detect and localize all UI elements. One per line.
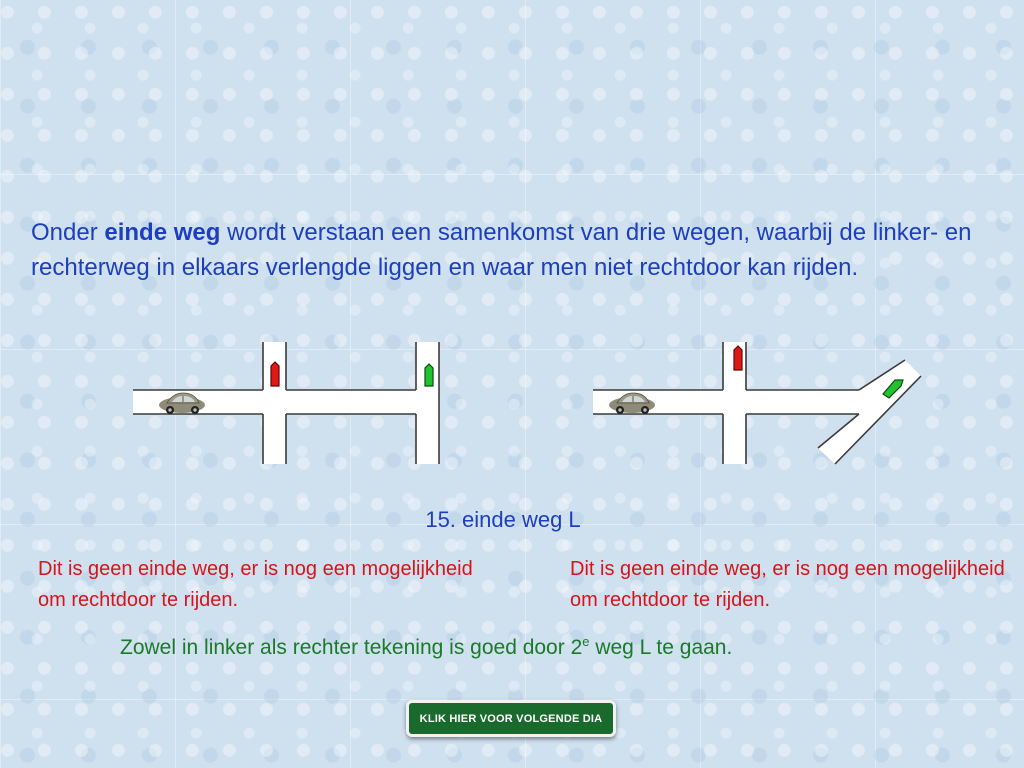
left-road-diagram — [125, 340, 455, 470]
red-arrow-icon — [271, 362, 279, 386]
conclusion-after: weg L te gaan. — [589, 636, 733, 659]
red-arrow-icon — [734, 346, 742, 370]
green-arrow-icon — [425, 364, 433, 386]
right-road-diagram — [585, 340, 930, 470]
intro-suffix: wordt verstaan een samenkomst van drie wegen, waarbij de linker- en rechterweg in elkaars verlengde liggen en waar men niet rechtdoor kan rijden. — [31, 219, 972, 281]
next-slide-button[interactable]: KLIK HIER VOOR VOLGENDE DIA — [406, 700, 616, 737]
left-note: Dit is geen einde weg, er is nog een mogelijkheid om rechtdoor te rijden. — [38, 558, 473, 611]
intro-prefix: Onder — [31, 219, 105, 246]
conclusion-before: Zowel in linker als rechter tekening is goed door 2 — [120, 636, 583, 659]
conclusion-text — [120, 634, 732, 660]
conclusion-sup: e — [582, 634, 590, 649]
right-note: Dit is geen einde weg, er is nog een mogelijkheid om rechtdoor te rijden. — [570, 558, 1005, 611]
slide-caption: 15. einde weg L — [425, 507, 581, 532]
intro-text — [31, 215, 1001, 285]
intro-term: einde weg — [104, 219, 221, 246]
